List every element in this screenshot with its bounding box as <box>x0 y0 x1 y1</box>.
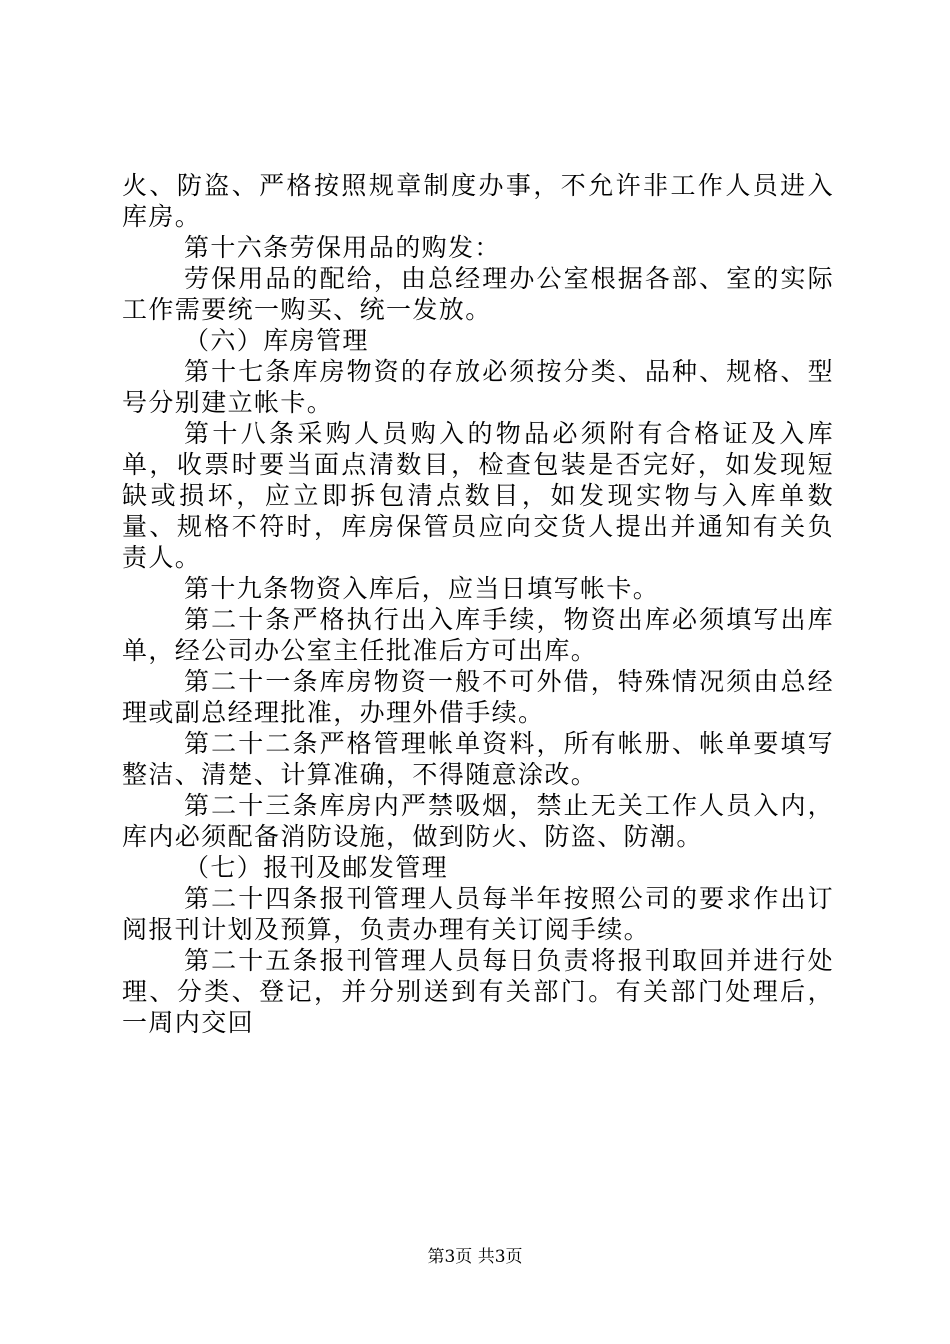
paragraph: 第十九条物资入库后，应当日填写帐卡。 <box>184 574 660 603</box>
paragraph: 火、防盗、严格按照规章制度办事，不允许非工作人员进入库房。 <box>122 171 834 231</box>
section-heading: （六）库房管理 <box>184 326 369 355</box>
paragraph: 第十八条采购人员购入的物品必须附有合格证及入库单，收票时要当面点清数目，检查包装是否完好，如发现短缺或损坏，应立即拆包清点数目，如发现实物与入库单数量、规格不符时，库房保管员应向交货人提出并通知有关负责人。 <box>122 419 834 572</box>
paragraph: 第十六条劳保用品的购发： <box>184 233 501 262</box>
paragraph: 第二十条严格执行出入库手续，物资出库必须填写出库单，经公司办公室主任批准后方可出库。 <box>122 605 834 665</box>
paragraph: 第二十三条库房内严禁吸烟，禁止无关工作人员入内，库内必须配备消防设施，做到防火、防盗、防潮。 <box>122 791 834 851</box>
page-number-label: 第3页 共3页 <box>427 1247 523 1267</box>
document-body <box>122 170 834 1038</box>
paragraph: 劳保用品的配给，由总经理办公室根据各部、室的实际工作需要统一购买、统一发放。 <box>122 264 834 324</box>
section-heading: （七）报刊及邮发管理 <box>184 853 449 882</box>
page-footer <box>0 1246 950 1268</box>
paragraph: 第二十一条库房物资一般不可外借，特殊情况须由总经理或副总经理批准，办理外借手续。 <box>122 667 834 727</box>
paragraph: 第二十二条严格管理帐单资料，所有帐册、帐单要填写整洁、清楚、计算准确，不得随意涂改。 <box>122 729 834 789</box>
paragraph: 第十七条库房物资的存放必须按分类、品种、规格、型号分别建立帐卡。 <box>122 357 834 417</box>
paragraph: 第二十五条报刊管理人员每日负责将报刊取回并进行处理、分类、登记，并分别送到有关部门。有关部门处理后，一周内交回 <box>122 946 834 1037</box>
paragraph: 第二十四条报刊管理人员每半年按照公司的要求作出订阅报刊计划及预算，负责办理有关订阅手续。 <box>122 884 834 944</box>
